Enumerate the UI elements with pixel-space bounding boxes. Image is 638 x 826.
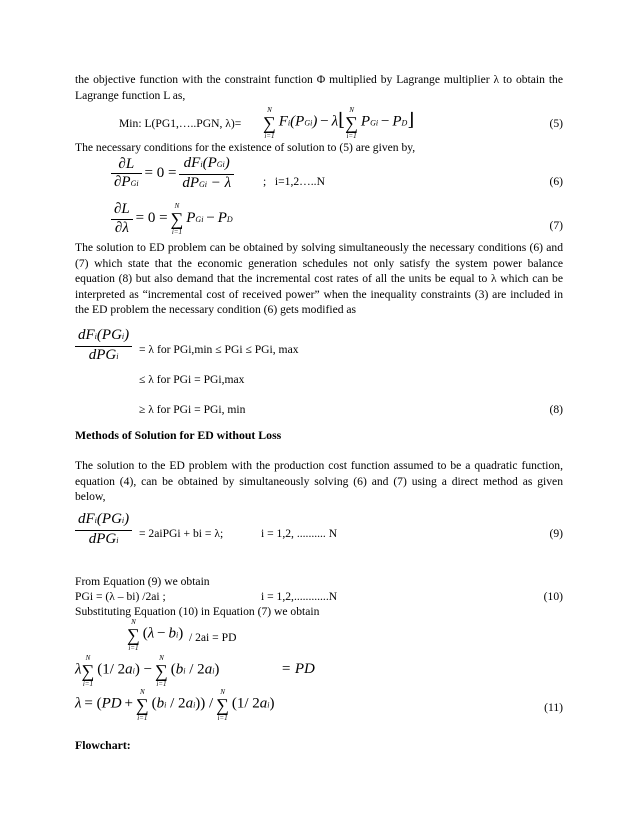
eq10-expr: PGi = (λ – bi) /2ai ; [75,590,166,603]
eq8-line-3: ≥ λ for PGi = PGi, min [139,403,246,416]
eq8-derivative: $\frac{\text{dFi(PGi)}}{\text{dPGi}}$ [75,328,132,364]
eq5-formula: N ∑ i=1 Fi(PGi) − λ⌊ N ∑ i=1 PGi − PD⌋ [263,106,415,140]
eq9-derivative: $\frac{\text{dFi(PGi)}}{\text{dPGi}}$ [75,512,132,548]
equation-6 [75,156,563,204]
eq10-number: (10) [543,590,563,603]
eq9-rhs: = 2aiPGi + bi = λ; [139,527,224,540]
equation-8 [75,328,563,424]
eq11-formula: λ = (PD + N ∑ i=1 (bi / 2ai)) / N ∑ i=1 (1/ 2ai) [75,688,275,722]
flowchart-heading: Flowchart: [75,738,131,752]
eq9-number: (9) [549,527,563,540]
substitution-text: Substituting Equation (10) in Equation (7) we obtain [75,605,320,618]
eq7-number: (7) [549,219,563,232]
equation-10 [75,589,563,605]
necessary-conditions-text: The necessary conditions for the existence of solution to (5) are given by, [75,141,416,154]
eq-sum-rhs: / 2ai = PD [189,631,237,644]
methods-paragraph: The solution to the ED problem with the production cost function assumed to be a quadratic function, equation (4), can be obtained by simultaneously solving (6) and (7) using a direct method as given below, [75,459,563,504]
from-eq9-text: From Equation (9) we obtain [75,575,210,588]
eq-sum-formula: N ∑ i=1 (λ − bi) [127,618,184,652]
eq6-range: ; i=1,2…..N [263,175,325,188]
section-heading: Methods of Solution for ED without Loss [75,428,282,442]
intro-paragraph: the objective function with the constraint function Φ multiplied by Lagrange multiplier λ to obtain the Lagrange function L as, [75,73,563,102]
eq10-range: i = 1,2,............N [261,590,338,603]
eq8-number: (8) [549,403,563,416]
eq7-formula: $\frac{\partial L}{\partial\lambda}$ = 0 = N ∑ i=1 PGi − PD [111,202,233,236]
eq8-line-2: ≤ λ for PGi = PGi,max [139,373,245,386]
eq5-prefix: Min: L(PG1,…..PGN, λ)= [119,117,242,130]
eq8-line-1: = λ for PGi,min ≤ PGi ≤ PGi, max [139,343,299,356]
eq6-formula: $\frac{\partial L}{\text{∂PGi}}$ = 0 = $\frac{\text{dFi(PGi)}}{\text{dPGi − λ}}$ [111,156,234,192]
solution-paragraph: The solution to ED problem can be obtained by solving simultaneously the necessary conditions (6) and (7) which state that the economic generation schedules not only satisfy the system power balance equation (8) but also demand that the incremental cost rates of all the units be equal to λ which can be interpreted as “incremental cost of received power” when the inequality constraints (3) are included in the ED problem the necessary condition (6) gets modified as [75,241,563,317]
eq6-number: (6) [549,175,563,188]
eq-lambda-sum-rhs: = PD [281,661,315,677]
eq5-number: (5) [549,117,563,130]
eq9-range: i = 1,2, .......... N [261,527,338,540]
equation-11 [75,688,563,726]
equation-sum [75,618,563,654]
eq11-number: (11) [544,701,563,714]
equation-9 [75,512,563,556]
eq-lambda-sum-formula: λ N ∑ i=1 (1/ 2ai) − N ∑ i=1 (bi / 2ai) [75,654,220,688]
equation-lambda-sum [75,654,563,690]
